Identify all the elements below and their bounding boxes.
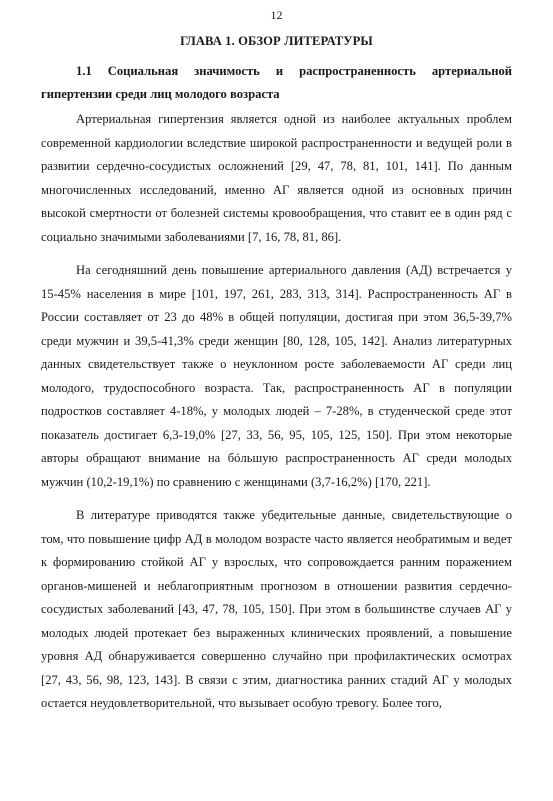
section-title: 1.1 Социальная значимость и распространенность артериальной гипертензии среди лиц молодого возраста <box>41 64 512 101</box>
paragraph-2: На сегодняшний день повышение артериального давления (АД) встречается у 15-45% населения в мире [101, 197, 261, 283, 313, 314]. Распространенность АГ в России составляет от 23 до 48% в общей популяции, достигая при этом 36,5-39,7% среди мужчин и 39,5-41,3% среди женщин [80, 128, 105, 142]. Анализ литературных данных свидетельствует также о неуклонном росте заболеваемости АГ среди лиц молодого, трудоспособного возраста. Так, распространенность АГ в популяции подростков составляет 4-18%, у молодых людей – 7-28%, в студенческой среде этот показатель достигает 6,3-19,0% [27, 33, 56, 95, 105, 125, 150]. При этом некоторые авторы обращают внимание на бóльшую распространенность АГ среди молодых мужчин (10,2-19,1%) по сравнению с женщинами (3,7-16,2%) [170, 221]. <box>41 263 512 489</box>
page-number: 12 <box>270 8 283 22</box>
paragraph-3: В литературе приводятся также убедительные данные, свидетельствующие о том, что повышение цифр АД в молодом возрасте часто является необратимым и ведет к формированию стойкой АГ у взрослых, что сопровождается ранним поражением органов-мишеней и неблагоприятным прогнозом в отношении развития сердечно-сосудистых заболеваний [43, 47, 78, 105, 150]. При этом в большинстве случаев АГ у молодых людей протекает без выраженных клинических проявлений, а повышение уровня АД обнаруживается совершенно случайно при профилактических осмотрах [27, 43, 56, 98, 123, 143]. В связи с этим, диагностика ранних стадий АГ у молодых остается неудовлетворительной, что вызывает особую тревогу. Более того, <box>41 508 512 710</box>
body-text <box>41 108 512 726</box>
chapter-title: ГЛАВА 1. ОБЗОР ЛИТЕРАТУРЫ <box>180 34 373 48</box>
paragraph-1: Артериальная гипертензия является одной из наиболее актуальных проблем современной кардиологии вследствие широкой распространенности и ведущей роли в развитии сердечно-сосудистых осложнений [29, 47, 78, 81, 101, 141]. По данным многочисленных исследований, именно АГ является одной из основных причин высокой смертности от болезней системы кровообращения, что ставит ее в один ряд с социально значимыми заболеваниями [7, 16, 78, 81, 86]. <box>41 112 512 244</box>
